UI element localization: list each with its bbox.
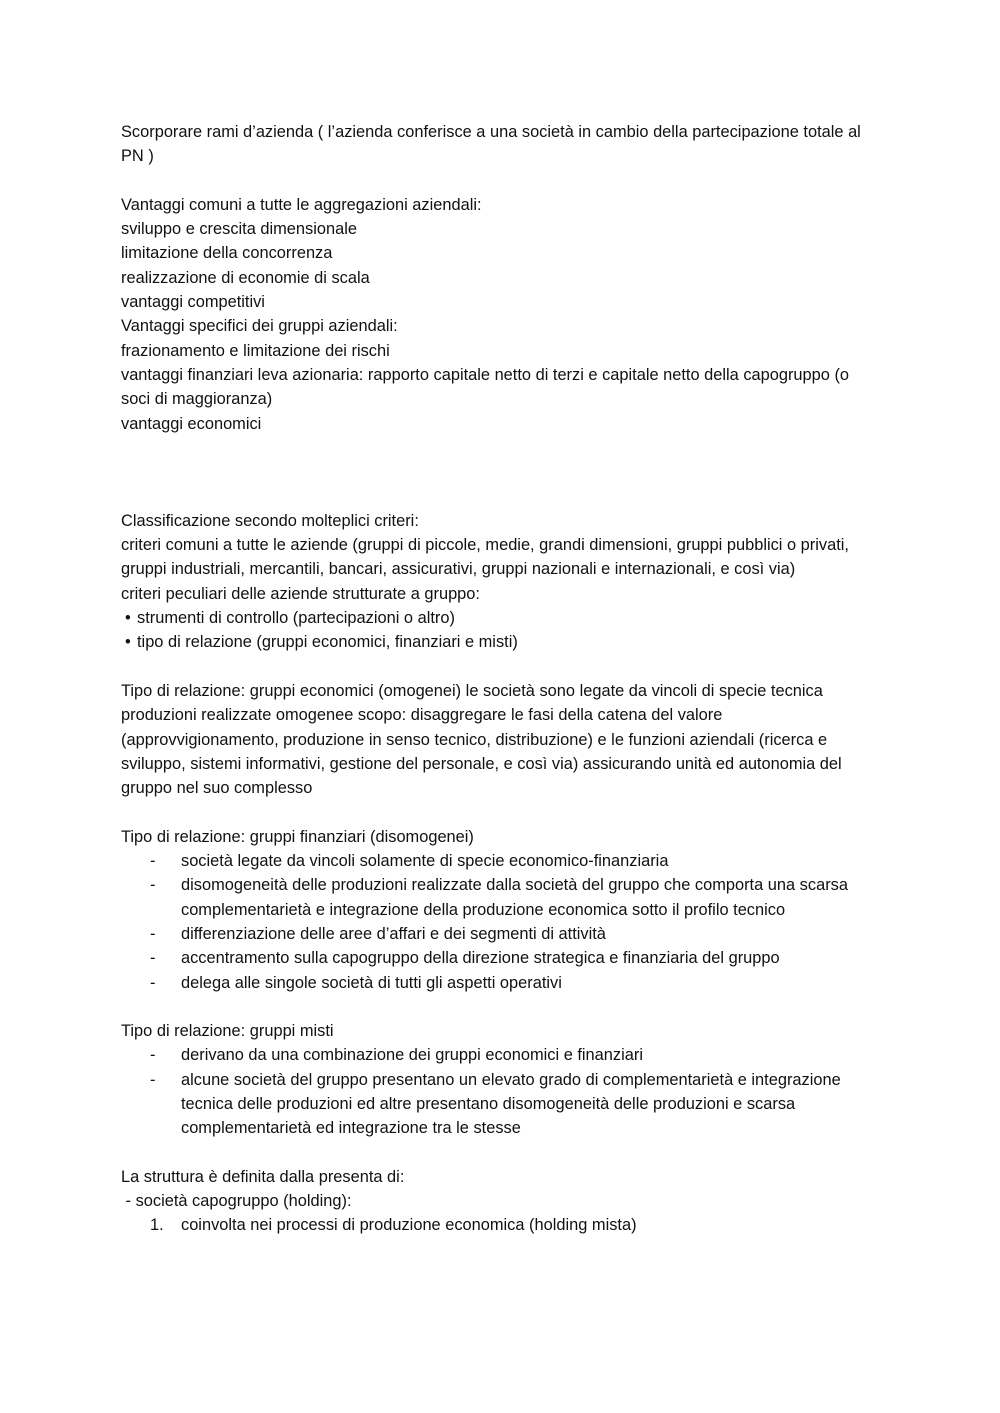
vantaggi-comuni-item: vantaggi competitivi [121,293,265,312]
dash-marker: - [150,973,156,992]
struttura-heading: La struttura è definita dalla presenta di: [121,1167,405,1186]
gruppi-economici-paragraph: Tipo di relazione: gruppi economici (omogenei) le società sono legate da vincoli di specie tecnica produzioni realizzate omogenee scopo: disaggregare le fasi della catena del valore (approvvigionamento, produzione in senso tecnico, distribuzione) e le funzioni aziendali (ricerca e sviluppo, sistemi informativi, gestione del personale, e così via) assicurando unità ed autonomia del gruppo nel suo complesso [121,681,842,798]
gruppi-finanziari-list [121,849,881,995]
criteri-comuni-paragraph: criteri comuni a tutte le aziende (gruppi di piccole, medie, grandi dimensioni, gruppi pubblici o privati, gruppi industriali, mercantili, bancari, assicurativi, gruppi nazionali e internazionali, e così via) [121,536,849,579]
spacer [121,436,881,509]
gruppi-finanziari-heading: Tipo di relazione: gruppi finanziari (disomogenei) [121,827,474,846]
dash-marker: - [150,949,156,968]
vantaggi-comuni-item: sviluppo e crescita dimensionale [121,220,357,239]
intro-paragraph: Scorporare rami d’azienda ( l’azienda conferisce a una società in cambio della partecipazione totale al PN ) [121,123,861,166]
dash-marker: - [150,924,156,943]
struttura-sub: - società capogruppo (holding): [121,1192,352,1211]
dash-marker: - [150,1046,156,1065]
spacer [121,1141,881,1165]
vantaggi-comuni-item: limitazione della concorrenza [121,244,333,263]
list-item-text: alcune società del gruppo presentano un elevato grado di complementarietà e integrazione tecnica delle produzioni ed altre presentano disomogeneità delle produzioni e scarsa complementarietà ed integrazione tra le stesse [181,1070,841,1138]
list-item [121,922,881,946]
list-item-text: disomogeneità delle produzioni realizzate dalla società del gruppo che comporta una scarsa complementarietà e integrazione della produzione economica sotto il profilo tecnico [181,876,848,919]
document-page [121,120,881,1238]
list-item [121,946,881,970]
vantaggi-comuni-heading: Vantaggi comuni a tutte le aggregazioni aziendali: [121,195,482,214]
bullet-item [121,630,881,654]
bullet-text: tipo di relazione (gruppi economici, finanziari e misti) [137,633,518,652]
bullet-marker: • [125,633,131,652]
spacer [121,800,881,824]
list-item [121,1043,881,1067]
dash-marker: - [150,852,156,871]
vantaggi-specifici-heading: Vantaggi specifici dei gruppi aziendali: [121,317,398,336]
gruppi-misti-list [121,1043,881,1140]
list-item [121,971,881,995]
list-item-text: accentramento sulla capogruppo della direzione strategica e finanziaria del gruppo [181,949,780,968]
vantaggi-comuni-item: realizzazione di economie di scala [121,268,370,287]
list-item [121,1213,881,1237]
number-marker: 1. [150,1216,164,1235]
list-item-text: coinvolta nei processi di produzione economica (holding mista) [181,1216,637,1235]
list-item-text: società legate da vincoli solamente di specie economico-finanziaria [181,852,669,871]
list-item-text: differenziazione delle aree d’affari e dei segmenti di attività [181,924,606,943]
classificazione-heading: Classificazione secondo molteplici criteri: [121,511,419,530]
bullet-item [121,606,881,630]
list-item-text: delega alle singole società di tutti gli aspetti operativi [181,973,562,992]
list-item-text: derivano da una combinazione dei gruppi economici e finanziari [181,1046,643,1065]
list-item [121,873,881,922]
criteri-peculiari-line: criteri peculiari delle aziende strutturate a gruppo: [121,584,480,603]
spacer [121,169,881,193]
gruppi-misti-heading: Tipo di relazione: gruppi misti [121,1022,334,1041]
vantaggi-specifici-item: vantaggi finanziari leva azionaria: rapporto capitale netto di terzi e capitale netto della capogruppo (o soci di maggioranza) [121,365,850,409]
struttura-numbered-list [121,1213,881,1237]
bullet-marker: • [125,609,131,628]
spacer [121,655,881,679]
list-item [121,849,881,873]
list-item [121,1068,881,1141]
dash-marker: - [150,1070,156,1089]
vantaggi-specifici-item: vantaggi economici [121,414,262,433]
bullet-text: strumenti di controllo (partecipazioni o altro) [137,609,455,628]
spacer [121,995,881,1019]
dash-marker: - [150,876,156,895]
vantaggi-specifici-item: frazionamento e limitazione dei rischi [121,341,390,360]
